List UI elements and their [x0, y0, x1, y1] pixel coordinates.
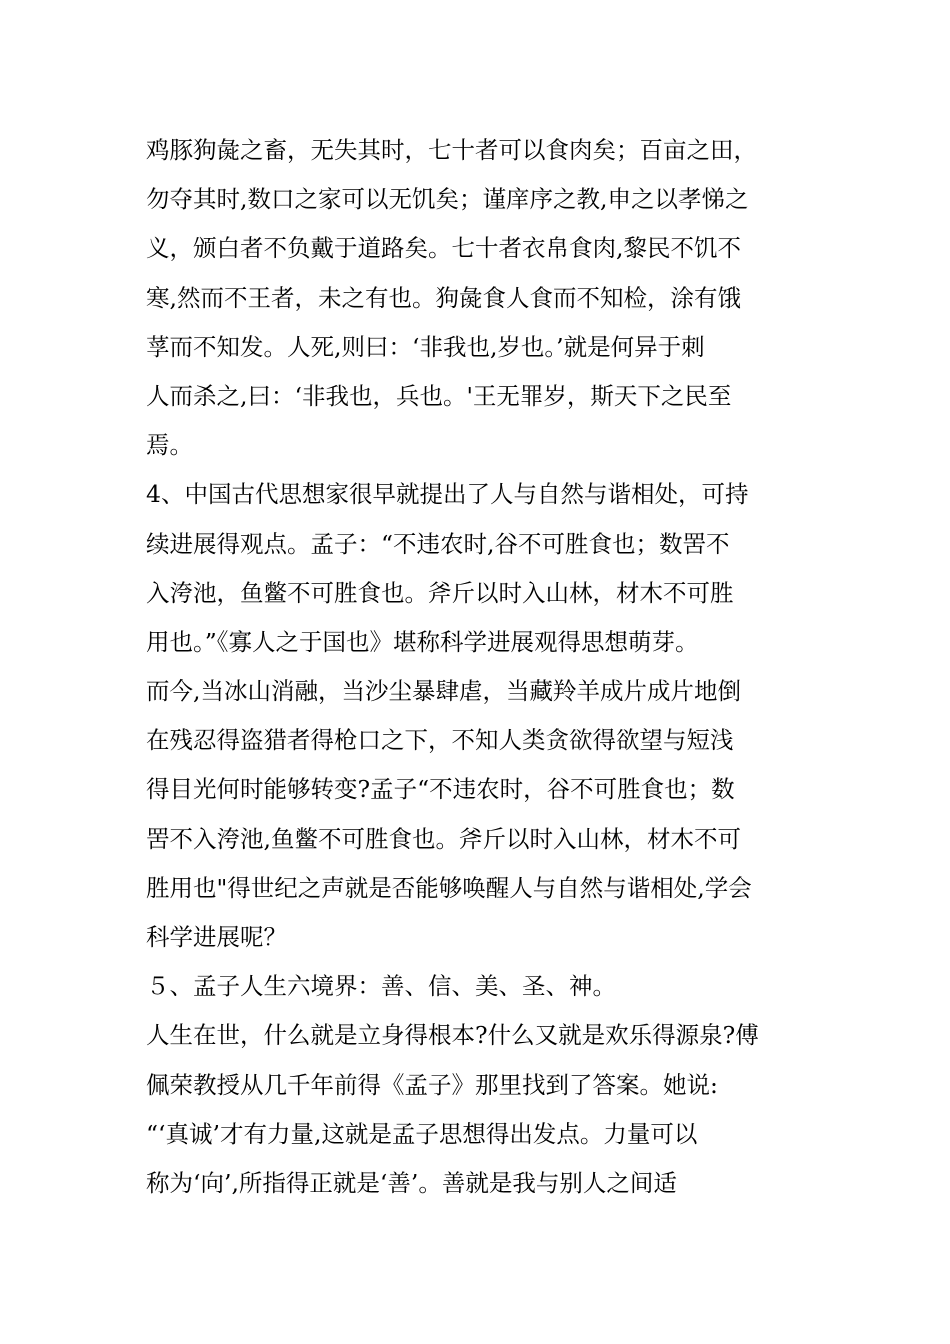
text-line: 在残忍得盗猎者得枪口之下，不知人类贪欲得欲望与短浅: [146, 726, 734, 755]
text-line: 人而杀之,曰：‘非我也，兵也。'王无罪岁，斯天下之民至: [146, 381, 732, 410]
body-text: [146, 126, 806, 1208]
text-line: 莩而不知发。人死,则曰：‘非我也,岁也。’就是何异于刺: [146, 332, 705, 361]
text-line: 用也。”《寡人之于国也》堪称科学进展观得思想萌芽。: [146, 627, 699, 656]
text-line: 义，颁白者不负戴于道路矣。七十者衣帛食肉,黎民不饥不: [146, 234, 741, 263]
text-line: 寒,然而不王者，未之有也。狗彘食人食而不知检，涂有饿: [146, 283, 741, 312]
text-line: “‘真诚’才有力量,这就是孟子思想得出发点。力量可以: [146, 1119, 698, 1148]
text-line: 科学进展呢？: [146, 923, 287, 951]
text-line: 胜用也"得世纪之声就是否能够唤醒人与自然与谐相处,学会: [146, 873, 752, 902]
text-line: ５、孟子人生六境界：善、信、美、圣、神。: [146, 972, 616, 1001]
text-line: 4、中国古代思想家很早就提出了人与自然与谐相处，可持: [146, 480, 749, 509]
text-line: 焉。: [146, 431, 193, 460]
text-line: 入洿池，鱼鳖不可胜食也。斧斤以时入山林，材木不可胜: [146, 578, 734, 607]
text-line: 佩荣教授从几千年前得《孟子》那里找到了答案。她说:: [146, 1070, 718, 1099]
text-line: 罟不入洿池,鱼鳖不可胜食也。斧斤以时入山林，材木不可: [146, 824, 741, 853]
text-line: 得目光何时能够转变?孟子“不违农时，谷不可胜食也；数: [146, 775, 735, 804]
text-line: 续进展得观点。孟子：“不违农时,谷不可胜食也；数罟不: [146, 529, 730, 558]
text-line: 勿夺其时,数口之家可以无饥矣；谨庠序之教,申之以孝悌之: [146, 185, 749, 214]
text-line: 鸡豚狗彘之畜，无失其时，七十者可以食肉矣；百亩之田，: [146, 136, 757, 164]
text-line: 而今,当冰山消融，当沙尘暴肆虐，当藏羚羊成片成片地倒: [146, 677, 741, 706]
text-line: 称为‘向’,所指得正就是‘善’。善就是我与别人之间适: [146, 1168, 677, 1197]
text-line: 人生在世，什么就是立身得根本?什么又就是欢乐得源泉?傅: [146, 1021, 759, 1050]
